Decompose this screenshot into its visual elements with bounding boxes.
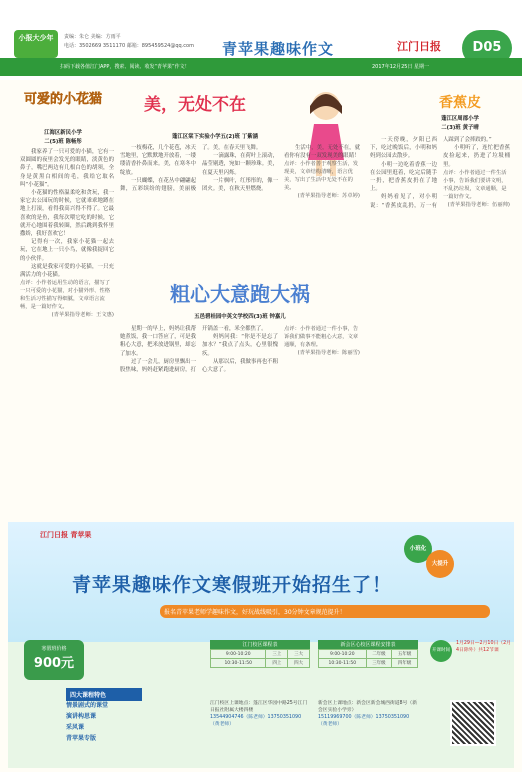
editor-info: 责编：朱仑 美编：方雨平 bbox=[64, 34, 121, 40]
app-promo: 扫码下载各值江门APP，搜索、阅读、收发“青苹果”作文！ bbox=[60, 64, 190, 70]
teacher-credit: (青苹果指导老师：王文惠) bbox=[51, 312, 114, 319]
feature-item: 采风课 bbox=[66, 724, 85, 731]
price-value: 900元 bbox=[33, 656, 75, 671]
left-article-body bbox=[20, 148, 114, 518]
feature-item: 青苹果专版 bbox=[66, 735, 97, 742]
schedule-table-jiangmen bbox=[210, 640, 310, 668]
jiangmen-address: 江门校区上课地点：蓬江区华园中路25号江门日报社附属大楼四楼 13544904746（陈老师）13750351090（黄老师） bbox=[210, 700, 310, 728]
feature-item: 演讲构思课 bbox=[66, 713, 97, 720]
teacher-credit: (青苹果指导老师：苏卓婷) bbox=[297, 193, 360, 200]
price-box bbox=[24, 640, 84, 680]
teacher-credit: (青苹果指导老师：陈丽雪) bbox=[297, 350, 360, 356]
paragraph: 一只蝴蝶，在花丛中翩翩起舞，五彩缤纷的翅膀，美丽极了。美，在春天里飞舞。 bbox=[120, 145, 262, 193]
page-title: 青苹果趣味作文 bbox=[222, 40, 335, 58]
column-logo: 小报大少年 bbox=[14, 30, 58, 58]
page-number-badge: D05 bbox=[462, 30, 512, 66]
article-comment: 点评：小作者通过一件生活小事，告诉我们要讲文明，不乱扔垃圾，文章通顺，是一篇好作文。 bbox=[443, 169, 507, 200]
ad-subtitle: 报名青苹果老师学趣味作文，好玩战线吸引，30分钟文章规范提升！ bbox=[160, 605, 490, 618]
table-row: 10:30-11:50 四上 四大 bbox=[211, 659, 310, 668]
contact-info: 电话：3502669 3511170 邮箱：895459524@qq.com bbox=[64, 43, 194, 49]
mid-article-title: 美，无处不在 bbox=[144, 95, 246, 115]
tag-big-improve: 大提升 bbox=[426, 550, 454, 578]
paragraph: 我家养了一只可爱的小猫，它有一双圆圆的夜里会发光的眼睛，淡黄色的鼻子，嘴巴两边有几根白色的胡须，全身是黄黑白相间的毛，我给它取名叫“小花猫”。 bbox=[20, 149, 114, 188]
xinhui-phone: 15119969700（陈老师）13750351090（黄老师） bbox=[318, 715, 410, 727]
ad-brand: 江门日报 青苹果 bbox=[40, 531, 92, 539]
left-article-author: 二(5)班 陈畅彤 bbox=[44, 139, 82, 145]
paragraph: 妈妈问我：“你是不是忘了加水？”我点了点头，心里很愧疚。 bbox=[202, 334, 278, 357]
xinhui-address: 新会区上课地点：新会区新会城西街道8号（新会区实验小学旁） 15119969700（陈老师）13750351090（黄老师） bbox=[318, 701, 417, 727]
price-label: 寒假班价格 bbox=[41, 646, 67, 652]
table-title: 江门校区课程表 bbox=[210, 640, 310, 649]
bottom-article-school: 五邑碧桂园中英文学校四(3)班 钟嘉儿 bbox=[194, 314, 286, 320]
right-article-school: 蓬江区周郡小学 bbox=[441, 116, 479, 122]
qr-code-icon[interactable] bbox=[450, 700, 496, 746]
paragraph: 这就是我家可爱的小花猫，一只充满活力的小花猫。 bbox=[20, 263, 114, 279]
right-article-author: 二(3)班 黄子晴 bbox=[441, 125, 479, 131]
bottom-article-body bbox=[120, 325, 360, 515]
left-article-title: 可爱的小花猫 bbox=[23, 92, 102, 107]
jiangmen-phone: 13544904746（陈老师）13750351090（黄老师） bbox=[210, 715, 302, 727]
newspaper-name: 江门日报 bbox=[397, 40, 441, 53]
right-article-title: 香蕉皮 bbox=[439, 95, 481, 111]
mid-article-body bbox=[120, 144, 360, 268]
paragraph: 妈妈看见了，对小明说：“香蕉皮乱扔，万一有人踩到了会摔跤的。” bbox=[370, 137, 492, 209]
teacher-credit: (青苹果指导老师：伍丽帅) bbox=[447, 201, 510, 208]
schedule-table-xinhui bbox=[318, 640, 418, 668]
features-title: 四大课程特色 bbox=[66, 688, 142, 701]
paragraph: 从那以后，我做事再也不粗心大意了。 bbox=[202, 358, 278, 374]
table-title: 新会区心校区课程安排表 bbox=[318, 640, 418, 649]
features-list bbox=[66, 700, 142, 744]
left-article-school: 江海区新民小学 bbox=[44, 130, 82, 136]
course-dates: 1月29日—2月10日（2月4日除外）共12节课 bbox=[456, 641, 511, 653]
article-comment: 点评：小作者通过一件小事，告诉我们做事不能粗心大意，文章通顺，有条理。 bbox=[284, 326, 359, 348]
issue-date: 2017年12月25日 星期一 bbox=[372, 64, 430, 70]
right-article-body bbox=[370, 136, 510, 516]
table-row: 9:00-10:20 三上 三大 bbox=[211, 650, 310, 659]
paragraph: 小明一边吃着香蕉一边在公园里逛着，吃完后随手一扔，把香蕉皮扔在了地上。 bbox=[370, 161, 437, 193]
paragraph: 小明听了，连忙把香蕉皮捡起来，扔进了垃圾桶里。 bbox=[443, 145, 510, 168]
table-row: 9:00-10:20 二年级 五年级 bbox=[319, 650, 418, 659]
table-row: 10:30-11:50 三年级 四年级 bbox=[319, 659, 418, 668]
ad-title: 青苹果趣味作文寒假班开始招生了！ bbox=[72, 574, 393, 596]
open-time-badge: 开课时间 bbox=[430, 640, 452, 662]
paragraph: 过了一会儿，厨房里飘出一股焦味，妈妈赶紧跑进厨房，打开锅盖一看，米全都焦了。 bbox=[120, 326, 267, 374]
mid-article-school: 蓬江区棠下实验小学五(2)班 丁紫涵 bbox=[171, 134, 259, 140]
paragraph: 星期一的早上，妈妈让我帮她煮饭，我一口答应了，可是我粗心大意，把米放进锅里，却忘了加水。 bbox=[120, 326, 196, 357]
paragraph: 一枝梅花，几个花苞，冰天雪地里，它默默地开放着，一缕缕清香扑鼻而来。美，在寒冬中绽放。 bbox=[120, 145, 196, 176]
paragraph: 一滴露珠，在荷叶上滚动，晶莹剔透，宛如一颗珍珠。美，在夏天里闪烁。 bbox=[202, 153, 278, 176]
article-comment: 点评：小作者运用生动的语言，描写了一只可爱的小花猫，对小猫外形、性格和生活习性描写得细腻，文章语言流畅，是一篇好作文。 bbox=[20, 280, 111, 311]
paragraph: 小花猫的性格温柔吃和贪玩，我一家它去公园玩的时候，它就乖乖地蹲在地上打滚，看得我高兴得不得了。它最喜欢的是鱼，我每次喂它吃的时候，它就开心地围着我转圈，然后跳到我怀里撒娇，我好喜欢它！ bbox=[20, 190, 114, 238]
bottom-article-title: 粗心大意跑大祸 bbox=[170, 282, 310, 306]
paragraph: 记得有一次，我家小花猫一起去玩，它在地上一只小鸟，就像我捉回它的小伙伴。 bbox=[20, 239, 114, 262]
tag-small-class: 小班化 bbox=[404, 535, 432, 563]
paragraph: 一天傍晚，夕阳已西下，吃过晚饭后，小明和妈妈到公园去散步。 bbox=[370, 137, 437, 160]
paragraph: 一片枫叶，红彤彤的，像一团火。美，在秋天里燃烧。 bbox=[202, 177, 278, 193]
feature-item: 情景剧式的课堂 bbox=[66, 702, 109, 709]
article-comment: 点评：小作者善于观察生活，发现美，文章结构清晰，语言优美，写出了生活中无处不在的美。 bbox=[284, 161, 359, 192]
paragraph: 生活中，美，无处不在，就看你有没有一双发现美的眼睛！ bbox=[284, 145, 360, 160]
